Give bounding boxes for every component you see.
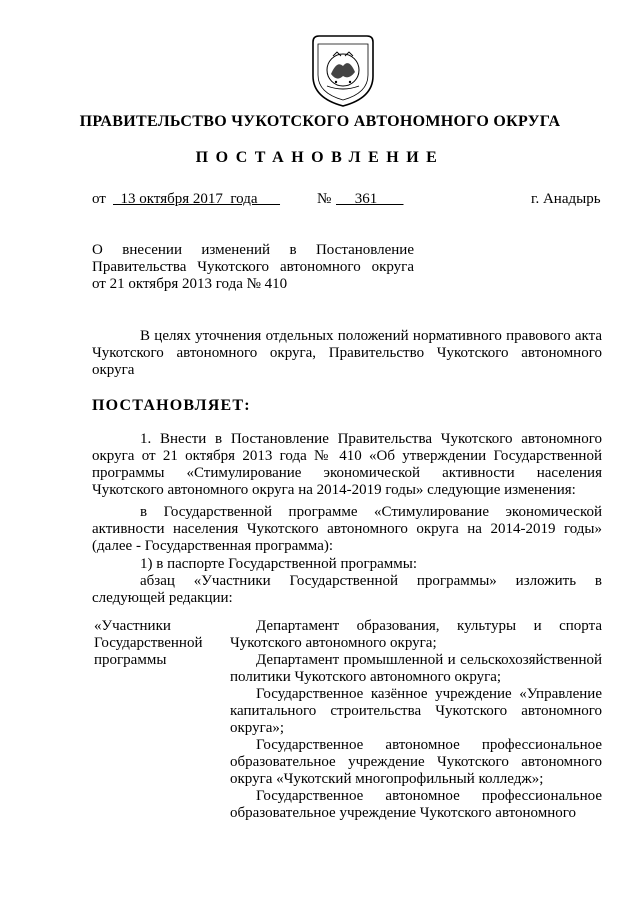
document-number: 361 bbox=[336, 191, 404, 207]
subject-line: Правительства Чукотского автономного округа bbox=[92, 259, 414, 275]
document-subject bbox=[92, 242, 414, 293]
decree-heading: ПОСТАНОВЛЯЕТ: bbox=[92, 397, 251, 414]
participant-item: Государственное казённое учреждение «Управление капитального строительства Чукотского автономного округа»; bbox=[230, 686, 602, 736]
document-city: г. Анадырь bbox=[531, 191, 601, 207]
table-label-line: Государственной bbox=[94, 635, 203, 651]
participant-item: Государственное автономное профессиональное образовательное учреждение Чукотского автономного bbox=[230, 788, 602, 821]
table-left-column bbox=[94, 618, 224, 669]
participant-item: Департамент образования, культуры и спорта Чукотского автономного округа; bbox=[230, 618, 602, 651]
table-right-column bbox=[230, 618, 602, 822]
subject-line: от 21 октября 2013 года № 410 bbox=[92, 276, 288, 292]
participant-item: Департамент промышленной и сельскохозяйственной политики Чукотского автономного округа; bbox=[230, 652, 602, 685]
date-label: от bbox=[92, 191, 106, 207]
preamble: В целях уточнения отдельных положений нормативного правового акта Чукотского автономного округа, Правительство Чукотского автономного округа bbox=[92, 328, 602, 378]
paragraph-3: 1) в паспорте Государственной программы: bbox=[140, 556, 418, 572]
document-type: ПОСТАНОВЛЕНИЕ bbox=[195, 149, 445, 166]
table-label-line: «Участники bbox=[94, 618, 171, 634]
paragraph-2: в Государственной программе «Стимулирование экономической активности населения Чукотского автономного округа на 2014-2019 годы» (далее - Государственная программа): bbox=[92, 504, 602, 554]
participant-item: Государственное автономное профессиональное образовательное учреждение Чукотского автономного округа «Чукотский многопрофильный колледж»; bbox=[230, 737, 602, 787]
government-title: ПРАВИТЕЛЬСТВО ЧУКОТСКОГО АВТОНОМНОГО ОКРУГА bbox=[79, 113, 561, 130]
number-label: № bbox=[317, 191, 332, 207]
paragraph-4: абзац «Участники Государственной программы» изложить в следующей редакции: bbox=[92, 573, 602, 606]
table-label-line: программы bbox=[94, 652, 167, 668]
coat-of-arms-icon bbox=[303, 30, 383, 110]
document-date: 13 октября 2017 года bbox=[113, 191, 281, 207]
subject-line: О внесении изменений в Постановление bbox=[92, 242, 414, 258]
paragraph-1: 1. Внести в Постановление Правительства Чукотского автономного округа от 21 октября 2013 года № 410 «Об утверждении Государственной программы «Стимулирование экономической активности населения Чукотского автономного округа на 2014-2019 годы» следующие изменения: bbox=[92, 431, 602, 498]
